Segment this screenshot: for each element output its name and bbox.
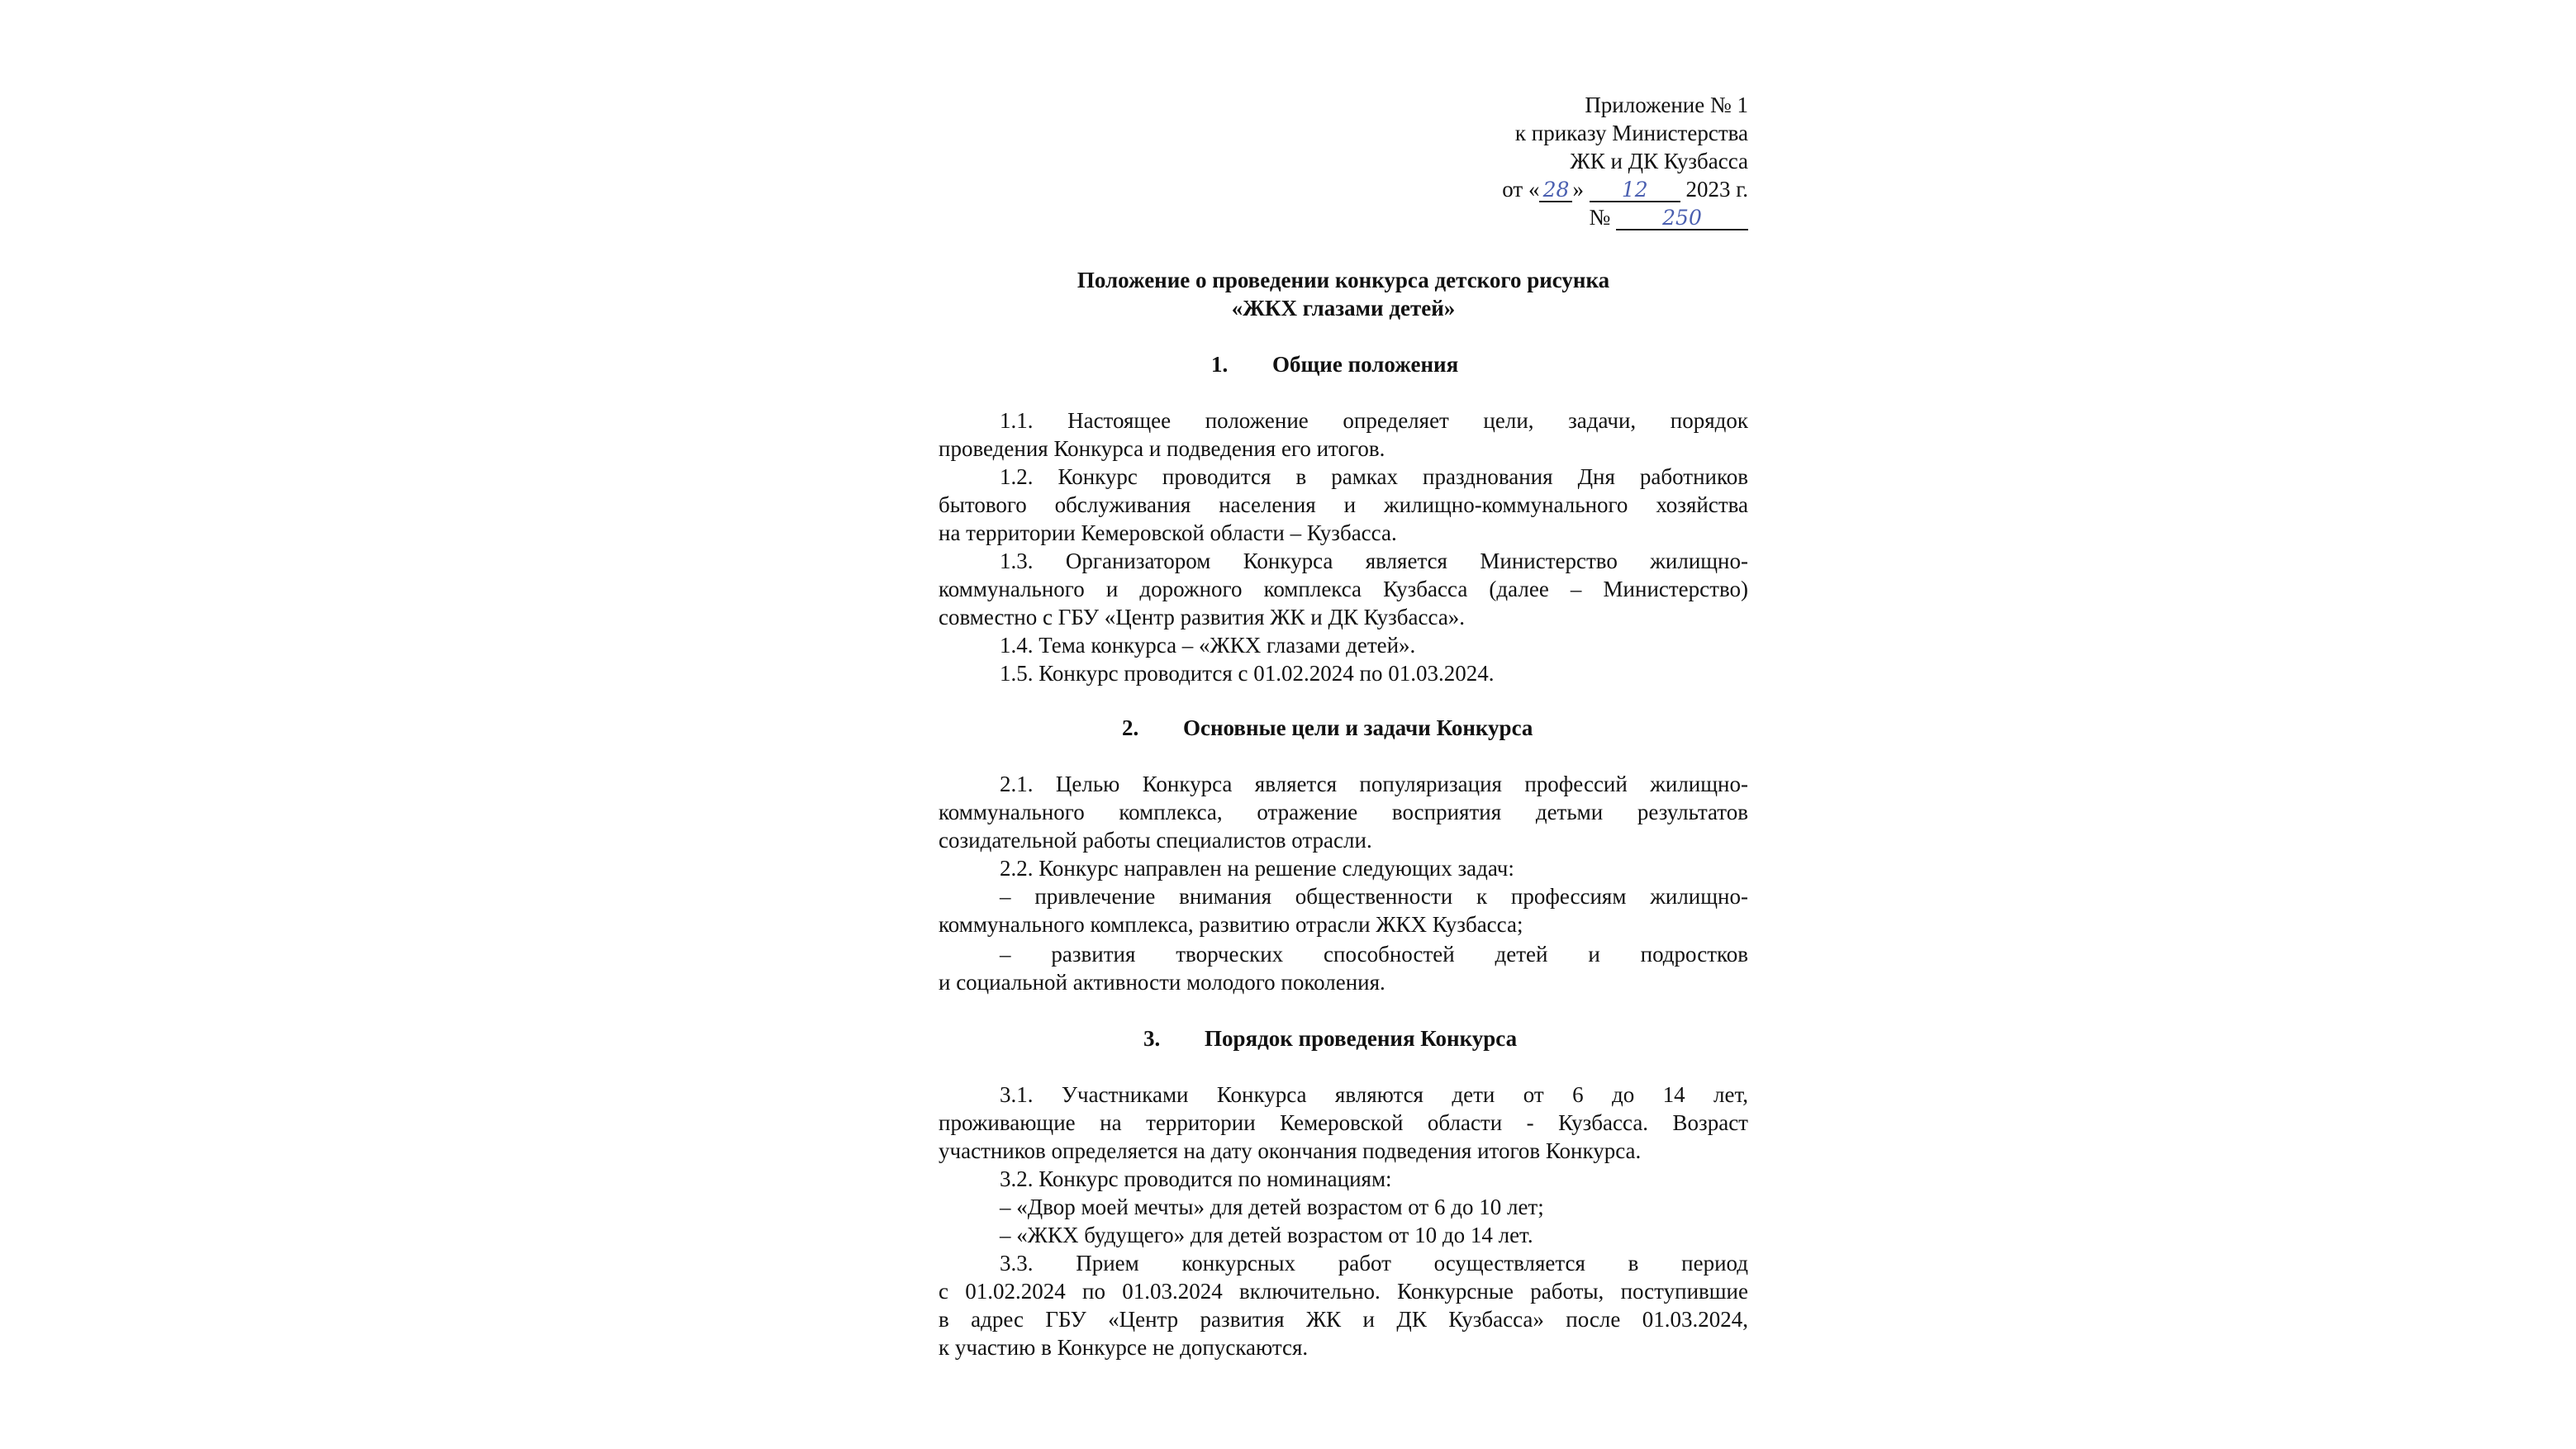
bullet-1-line-2: коммунального комплекса, развитию отрасли ЖКХ Кузбасса; bbox=[939, 912, 1523, 937]
section-1-heading: Общие положения bbox=[1272, 352, 1459, 377]
section-3-number: 3. bbox=[1143, 1026, 1161, 1051]
p1-2-line-2: бытового обслуживания населения и жилищно-коммунального хозяйства bbox=[939, 492, 1748, 517]
bullet-2-line-1: – развития творческих способностей детей и подростков bbox=[1000, 942, 1748, 967]
nomination-2: – «ЖКХ будущего» для детей возрастом от 10 до 14 лет. bbox=[1000, 1223, 1533, 1247]
bullet-1-line-1: – привлечение внимания общественности к профессиям жилищно- bbox=[1000, 884, 1748, 909]
p3-3-line-2: с 01.02.2024 по 01.03.2024 включительно. Конкурсные работы, поступившие bbox=[939, 1279, 1748, 1304]
p2-1-line-3: созидательной работы специалистов отрасли. bbox=[939, 828, 1372, 853]
section-3-heading: Порядок проведения Конкурса bbox=[1205, 1026, 1518, 1051]
p1-3-line-2: коммунального и дорожного комплекса Кузбасса (далее – Министерство) bbox=[939, 577, 1748, 601]
handwritten-day: 28 bbox=[1539, 179, 1572, 202]
p3-3-line-1: 3.3. Прием конкурсных работ осуществляется в период bbox=[1000, 1251, 1748, 1276]
document-title-line-1: Положение о проведении конкурса детского рисунка bbox=[1077, 268, 1610, 292]
p1-5: 1.5. Конкурс проводится с 01.02.2024 по 01.03.2024. bbox=[1000, 661, 1495, 686]
p1-3-line-3: совместно с ГБУ «Центр развития ЖК и ДК Кузбасса». bbox=[939, 605, 1466, 629]
appendix-number-line bbox=[1589, 203, 1748, 231]
p2-1-line-1: 2.1. Целью Конкурса является популяризация профессий жилищно- bbox=[1000, 772, 1748, 796]
p3-3-line-3: в адрес ГБУ «Центр развития ЖК и ДК Кузбасса» после 01.03.2024, bbox=[939, 1307, 1748, 1332]
p3-3-line-4: к участию в Конкурсе не допускаются. bbox=[939, 1335, 1309, 1360]
p1-1-line-1: 1.1. Настоящее положение определяет цели, задачи, порядок bbox=[1000, 408, 1748, 433]
nomination-1: – «Двор моей мечты» для детей возрастом от 6 до 10 лет; bbox=[1000, 1195, 1544, 1219]
p2-2: 2.2. Конкурс направлен на решение следующих задач: bbox=[1000, 856, 1514, 881]
p1-2-line-3: на территории Кемеровской области – Кузбасса. bbox=[939, 520, 1397, 545]
bullet-2-line-2: и социальной активности молодого поколения. bbox=[939, 970, 1385, 995]
p3-2: 3.2. Конкурс проводится по номинациям: bbox=[1000, 1166, 1392, 1191]
section-2-number: 2. bbox=[1122, 715, 1139, 740]
p3-1-line-1: 3.1. Участниками Конкурса являются дети от 6 до 14 лет, bbox=[1000, 1082, 1748, 1107]
p2-1-line-2: коммунального комплекса, отражение восприятия детьми результатов bbox=[939, 800, 1748, 824]
date-prefix: от « bbox=[1502, 177, 1540, 202]
appendix-date-line bbox=[1502, 175, 1748, 203]
appendix-line-3: ЖК и ДК Кузбасса bbox=[1570, 149, 1748, 173]
appendix-line-2: к приказу Министерства bbox=[1514, 121, 1748, 145]
p1-1-line-2: проведения Конкурса и подведения его итогов. bbox=[939, 436, 1385, 461]
section-1-number: 1. bbox=[1211, 352, 1229, 377]
handwritten-month: 12 bbox=[1590, 179, 1680, 202]
date-year: 2023 г. bbox=[1685, 177, 1748, 202]
number-label: № bbox=[1589, 205, 1611, 230]
section-2-heading: Основные цели и задачи Конкурса bbox=[1183, 715, 1533, 740]
document-title-line-2: «ЖКХ глазами детей» bbox=[1231, 296, 1456, 321]
date-mid: » bbox=[1572, 177, 1584, 202]
p1-3-line-1: 1.3. Организатором Конкурса является Министерство жилищно- bbox=[1000, 549, 1748, 573]
handwritten-number: 250 bbox=[1616, 207, 1748, 230]
p3-1-line-2: проживающие на территории Кемеровской области - Кузбасса. Возраст bbox=[939, 1110, 1748, 1135]
p1-4: 1.4. Тема конкурса – «ЖКХ глазами детей». bbox=[1000, 633, 1416, 658]
p1-2-line-1: 1.2. Конкурс проводится в рамках празднования Дня работников bbox=[1000, 464, 1748, 489]
appendix-line-1: Приложение № 1 bbox=[1585, 93, 1748, 117]
p3-1-line-3: участников определяется на дату окончания подведения итогов Конкурса. bbox=[939, 1138, 1642, 1163]
